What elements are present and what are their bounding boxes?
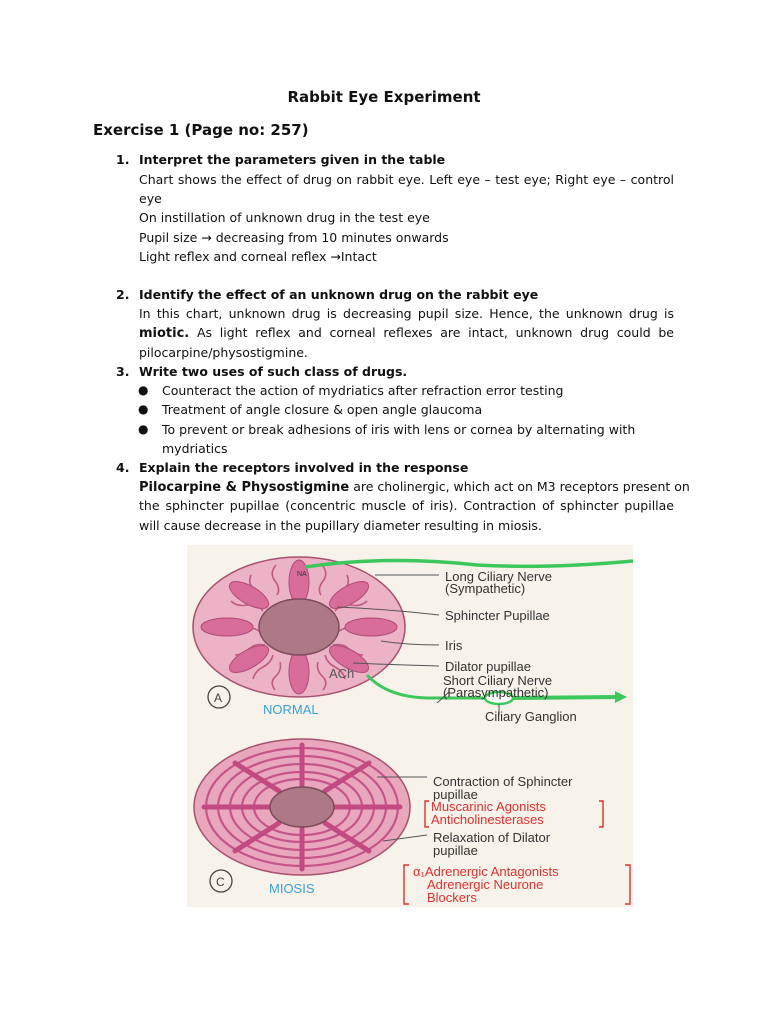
q3-heading: Write two uses of such class of drugs. bbox=[139, 364, 408, 379]
q4-line-1-text: are cholinergic, which act on M3 receptors present on bbox=[353, 479, 690, 494]
q4-line-2: the sphincter pupillae (concentric muscle of iris). Contraction of sphincter pupillae bbox=[139, 498, 674, 513]
q2-line-2 bbox=[139, 325, 674, 341]
relaxation-label-1: Relaxation of Dilator bbox=[433, 830, 551, 845]
exercise-heading: Exercise 1 (Page no: 257) bbox=[93, 121, 309, 139]
long-ciliary-label: Long Ciliary Nerve bbox=[445, 569, 552, 584]
dilator-label: Dilator pupillae bbox=[445, 659, 531, 674]
parasympathetic-label: (Parasympathetic) bbox=[443, 685, 549, 700]
short-ciliary-label: Short Ciliary Nerve bbox=[443, 673, 553, 688]
bullet-dot: ● bbox=[138, 383, 149, 397]
q4-number: 4. bbox=[116, 460, 130, 475]
na-label: NA bbox=[297, 571, 307, 578]
q3-number: 3. bbox=[116, 364, 130, 379]
q4-heading: Explain the receptors involved in the response bbox=[139, 460, 469, 475]
q2-line-1: In this chart, unknown drug is decreasing pupil size. Hence, the unknown drug is bbox=[139, 306, 674, 321]
q3-bullet-3-cont: mydriatics bbox=[162, 441, 228, 456]
q4-drug-names: Pilocarpine & Physostigmine bbox=[139, 480, 350, 495]
page-title: Rabbit Eye Experiment bbox=[287, 88, 481, 106]
ach-label: ACh bbox=[329, 666, 355, 681]
q2-heading: Identify the effect of an unknown drug on the rabbit eye bbox=[139, 287, 539, 302]
pupil-constricted bbox=[270, 787, 334, 827]
q4-line-1 bbox=[139, 479, 690, 495]
q3-bullet-1: Counteract the action of mydriatics after refraction error testing bbox=[162, 383, 564, 398]
q3-bullet-3: To prevent or break adhesions of iris with lens or cornea by alternating with bbox=[162, 422, 636, 437]
contraction-label-2: pupillae bbox=[433, 787, 478, 802]
q1-heading: Interpret the parameters given in the table bbox=[139, 152, 446, 167]
ciliary-ganglion-label: Ciliary Ganglion bbox=[485, 709, 577, 724]
panel-c-label: C bbox=[216, 875, 225, 889]
iris-diagram-figure bbox=[187, 545, 633, 907]
iris-label: Iris bbox=[445, 638, 463, 653]
muscarinic-label: Muscarinic Agonists bbox=[431, 799, 546, 814]
q2-line-3: pilocarpine/physostigmine. bbox=[139, 345, 308, 360]
alpha-antagonists-label: α₁Adrenergic Antagonists bbox=[413, 864, 559, 879]
q1-line-3: On instillation of unknown drug in the test eye bbox=[139, 210, 430, 225]
blockers-label: Blockers bbox=[427, 890, 477, 905]
anticholinesterases-label: Anticholinesterases bbox=[431, 812, 544, 827]
q2-line-2-text: As light reflex and corneal reflexes are intact, unknown drug could be bbox=[196, 325, 674, 340]
q1-number: 1. bbox=[116, 152, 130, 167]
bullet-dot: ● bbox=[138, 422, 149, 436]
q3-bullet-2: Treatment of angle closure & open angle glaucoma bbox=[162, 402, 483, 417]
sphincter-label: Sphincter Pupillae bbox=[445, 608, 550, 623]
iris-diagram bbox=[187, 545, 633, 907]
q4-line-3: will cause decrease in the pupillary diameter resulting in miosis. bbox=[139, 518, 542, 533]
bullet-dot: ● bbox=[138, 402, 149, 416]
q1-line-5: Light reflex and corneal reflex →Intact bbox=[139, 249, 377, 264]
miosis-label: MIOSIS bbox=[269, 881, 315, 896]
adrenergic-neurone-label: Adrenergic Neurone bbox=[427, 877, 544, 892]
q2-number: 2. bbox=[116, 287, 130, 302]
normal-label: NORMAL bbox=[263, 702, 319, 717]
q2-miotic-term: miotic. bbox=[139, 326, 190, 341]
panel-a-label: A bbox=[214, 691, 223, 705]
q1-line-4: Pupil size → decreasing from 10 minutes onwards bbox=[139, 230, 449, 245]
contraction-label-1: Contraction of Sphincter bbox=[433, 774, 573, 789]
relaxation-label-2: pupillae bbox=[433, 843, 478, 858]
sympathetic-label: (Sympathetic) bbox=[445, 581, 526, 596]
q1-line-2: eye bbox=[139, 191, 162, 206]
pupil-normal bbox=[259, 599, 339, 655]
q1-line-1: Chart shows the effect of drug on rabbit eye. Left eye – test eye; Right eye – control bbox=[139, 172, 674, 187]
